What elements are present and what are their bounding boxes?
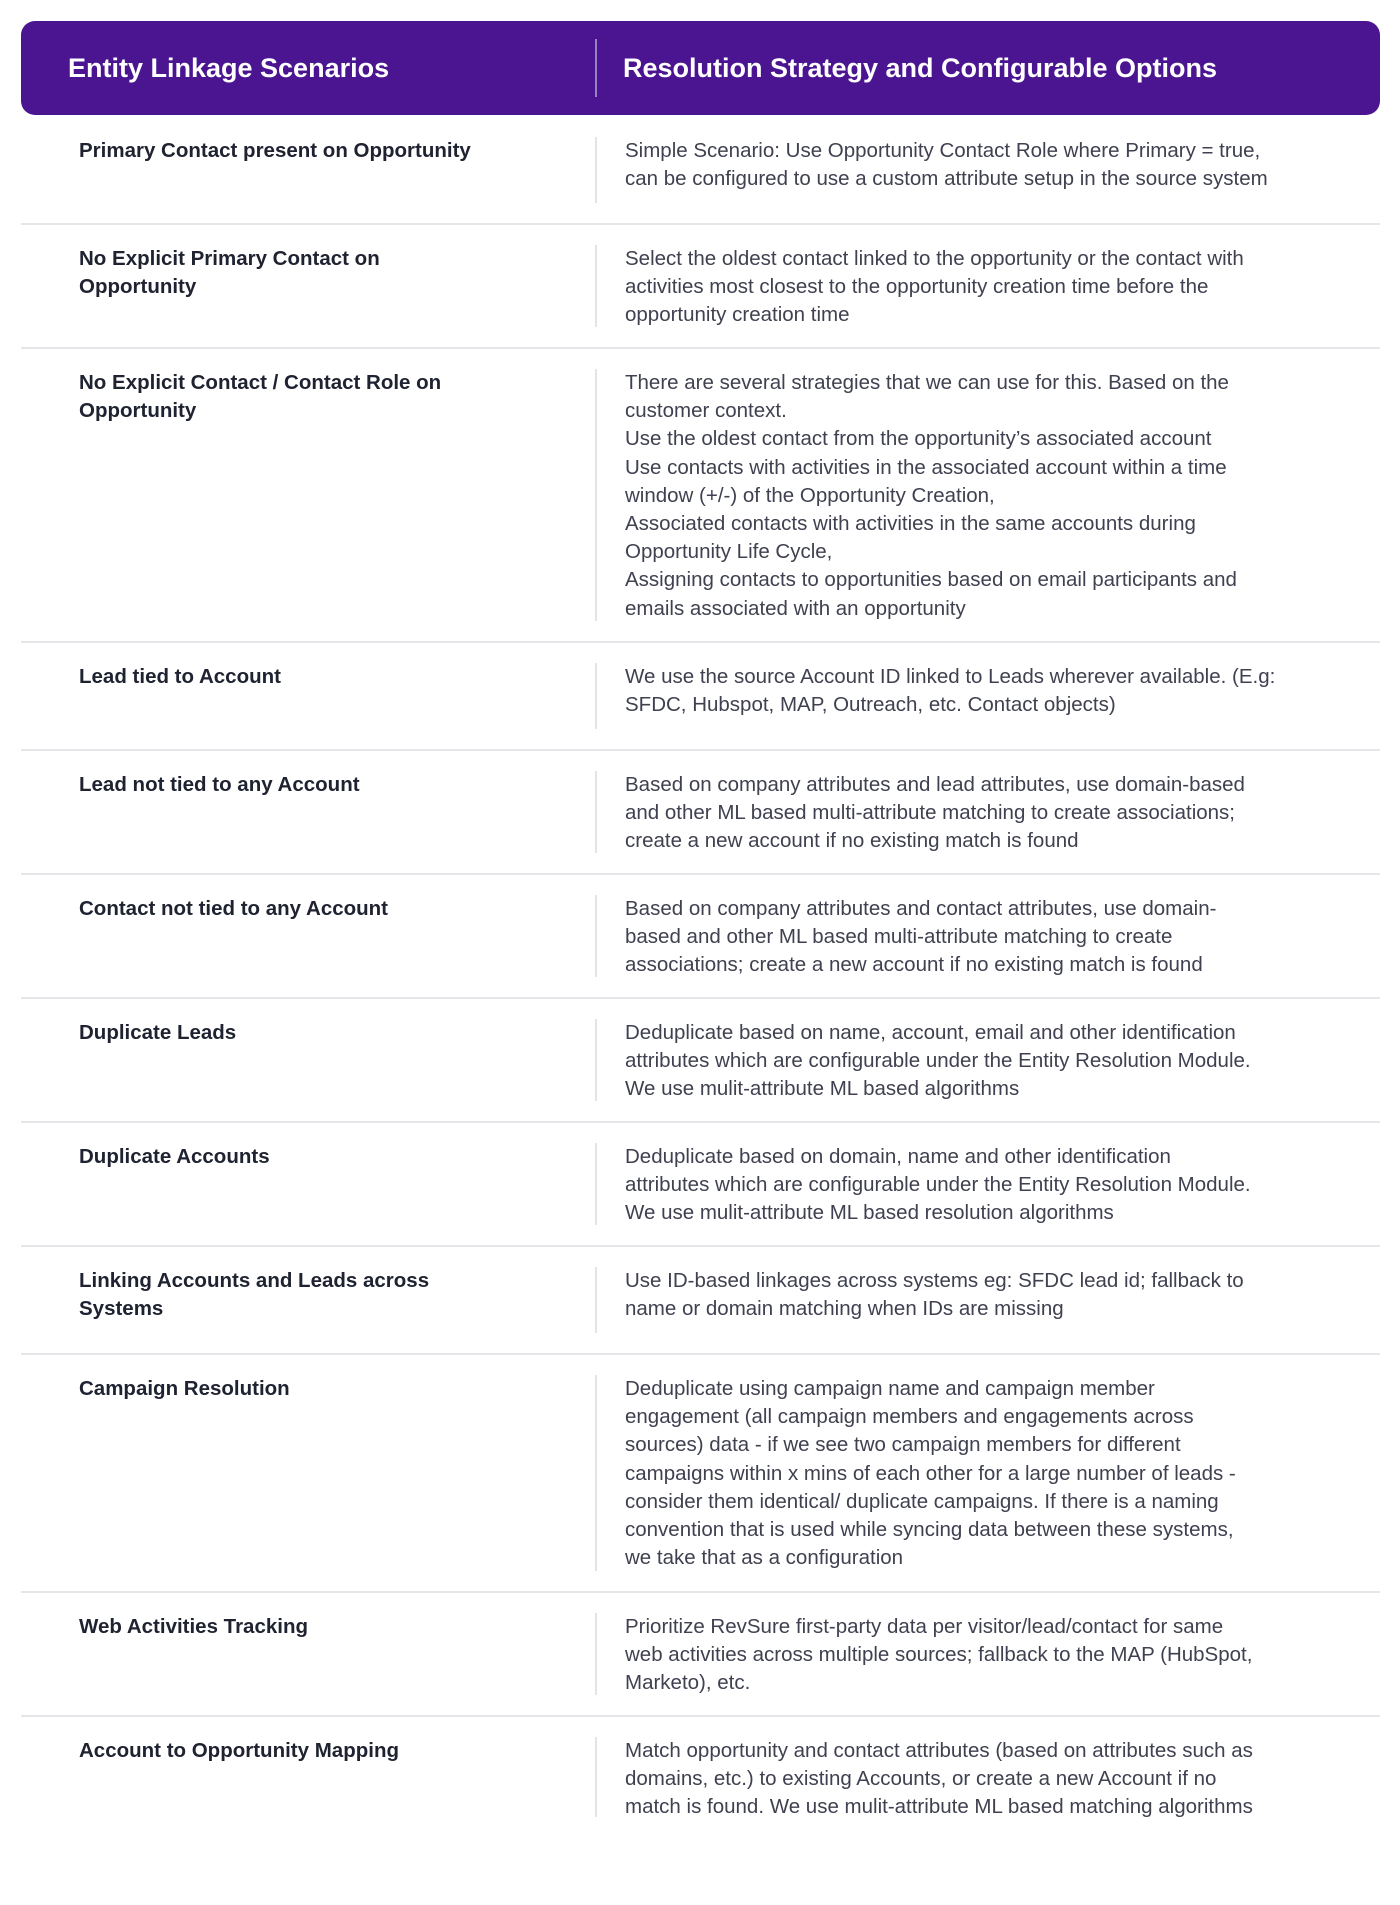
scenario-cell: [21, 1593, 595, 1715]
table-row: [21, 643, 1380, 751]
resolution-text-line: sources) data - if we see two campaign members for different: [625, 1433, 1181, 1457]
resolution-text-line: There are several strategies that we can use for this. Based on the: [625, 371, 1229, 394]
scenario-label: Primary Contact present on Opportunity: [79, 139, 471, 162]
scenario-label: Web Activities Tracking: [79, 1615, 308, 1638]
table-row: [21, 1123, 1380, 1247]
resolution-text-line: Select the oldest contact linked to the opportunity or the contact with: [625, 247, 1244, 270]
scenario-label: Lead not tied to any Account: [79, 773, 360, 796]
scenario-cell: [21, 1355, 595, 1591]
table-row: [21, 1593, 1380, 1717]
scenario-cell: [21, 643, 595, 749]
resolution-text-line: Deduplicate based on name, account, email and other identification: [625, 1021, 1236, 1044]
scenario-label: Campaign Resolution: [79, 1377, 290, 1400]
resolution-text-line: We use mulit-attribute ML based resolution algorithms: [625, 1201, 1114, 1225]
resolution-text-line: and other ML based multi-attribute matching to create associations;: [625, 801, 1236, 825]
resolution-text-line: attributes which are configurable under the Entity Resolution Module.: [625, 1173, 1251, 1197]
resolution-text-line: Match opportunity and contact attributes (based on attributes such as: [625, 1739, 1253, 1762]
header-scenarios: Entity Linkage Scenarios: [68, 52, 390, 83]
scenario-label: Contact not tied to any Account: [79, 897, 389, 920]
table-row: [21, 1355, 1380, 1593]
resolution-text-line: based and other ML based multi-attribute matching to create: [625, 925, 1173, 949]
resolution-text-line: activities most closest to the opportunity creation time before the: [625, 275, 1209, 299]
resolution-text-line: consider them identical/ duplicate campaigns. If there is a naming: [625, 1489, 1219, 1513]
resolution-text-line: we take that as a configuration: [625, 1546, 904, 1570]
scenario-cell: [21, 999, 595, 1121]
resolution-text-line: engagement (all campaign members and engagements across: [625, 1405, 1194, 1429]
scenario-label: No Explicit Primary Contact on Opportunity: [79, 247, 380, 298]
resolution-cell: [595, 1717, 1380, 1837]
resolution-text-line: window (+/-) of the Opportunity Creation,: [625, 483, 995, 507]
scenario-cell: [21, 1123, 595, 1245]
resolution-cell: [595, 225, 1380, 347]
resolution-text-line: Assigning contacts to opportunities based on email participants and: [625, 568, 1237, 592]
table-row: [21, 999, 1380, 1123]
resolution-text-line: Based on company attributes and lead attributes, use domain-based: [625, 773, 1245, 796]
resolution-text-line: Opportunity Life Cycle,: [625, 540, 833, 564]
resolution-text-line: Based on company attributes and contact attributes, use domain-: [625, 897, 1217, 920]
resolution-cell: [595, 1247, 1380, 1353]
scenario-label: Lead tied to Account: [79, 665, 281, 688]
scenario-cell: [21, 875, 595, 997]
resolution-text-line: can be configured to use a custom attribute setup in the source system: [625, 167, 1268, 191]
resolution-cell: [595, 751, 1380, 873]
resolution-cell: [595, 1355, 1380, 1591]
table-row: [21, 225, 1380, 349]
resolution-text-line: opportunity creation time: [625, 303, 850, 327]
table-body: [21, 117, 1380, 1837]
resolution-text-line: Deduplicate using campaign name and campaign member: [625, 1377, 1155, 1400]
resolution-text-line: associations; create a new account if no existing match is found: [625, 953, 1203, 977]
scenario-cell: [21, 751, 595, 873]
resolution-text-line: Simple Scenario: Use Opportunity Contact Role where Primary = true,: [625, 139, 1261, 162]
scenario-label: No Explicit Contact / Contact Role on Opportunity: [79, 371, 442, 422]
resolution-text-line: attributes which are configurable under the Entity Resolution Module.: [625, 1049, 1251, 1073]
table-row: [21, 1247, 1380, 1355]
resolution-cell: [595, 1123, 1380, 1245]
resolution-text-line: emails associated with an opportunity: [625, 596, 966, 620]
table-row: [21, 875, 1380, 999]
resolution-text-line: web activities across multiple sources; fallback to the MAP (HubSpot,: [625, 1643, 1253, 1667]
resolution-text-line: Use ID-based linkages across systems eg: SFDC lead id; fallback to: [625, 1269, 1244, 1292]
resolution-text-line: create a new account if no existing match is found: [625, 829, 1079, 853]
resolution-cell: [595, 117, 1380, 223]
resolution-text-line: Use contacts with activities in the associated account within a time: [625, 455, 1227, 479]
entity-linkage-table: [21, 21, 1380, 1837]
header-resolution: Resolution Strategy and Configurable Options: [623, 52, 1218, 83]
scenario-cell: [21, 1247, 595, 1353]
scenario-cell: [21, 225, 595, 347]
scenario-cell: [21, 349, 595, 641]
table-row: [21, 117, 1380, 225]
resolution-text-line: SFDC, Hubspot, MAP, Outreach, etc. Contact objects): [625, 693, 1116, 717]
resolution-text-line: Deduplicate based on domain, name and other identification: [625, 1145, 1171, 1168]
resolution-text-line: convention that is used while syncing data between these systems,: [625, 1518, 1234, 1542]
resolution-text-line: campaigns within x mins of each other for a large number of leads -: [625, 1461, 1236, 1485]
resolution-cell: [595, 875, 1380, 997]
resolution-text-line: match is found. We use mulit-attribute ML based matching algorithms: [625, 1795, 1253, 1819]
table-header: [21, 21, 1380, 115]
resolution-text-line: We use the source Account ID linked to Leads wherever available. (E.g:: [625, 665, 1276, 688]
resolution-cell: [595, 349, 1380, 641]
resolution-text-line: Marketo), etc.: [625, 1671, 751, 1695]
scenario-label: Duplicate Accounts: [79, 1145, 270, 1168]
resolution-text-line: customer context.: [625, 399, 787, 423]
resolution-text-line: name or domain matching when IDs are missing: [625, 1297, 1064, 1321]
resolution-text-line: Associated contacts with activities in the same accounts during: [625, 512, 1196, 536]
scenario-cell: [21, 1717, 595, 1837]
scenario-label: Linking Accounts and Leads across Systems: [79, 1269, 430, 1320]
resolution-text-line: We use mulit-attribute ML based algorithms: [625, 1077, 1020, 1101]
table-row: [21, 349, 1380, 643]
scenario-cell: [21, 117, 595, 223]
resolution-text-line: Use the oldest contact from the opportunity’s associated account: [625, 427, 1212, 451]
resolution-text-line: domains, etc.) to existing Accounts, or create a new Account if no: [625, 1767, 1217, 1791]
scenario-label: Duplicate Leads: [79, 1021, 237, 1044]
resolution-cell: [595, 999, 1380, 1121]
resolution-text-line: Prioritize RevSure first-party data per visitor/lead/contact for same: [625, 1615, 1224, 1638]
table-row: [21, 751, 1380, 875]
resolution-cell: [595, 643, 1380, 749]
scenario-label: Account to Opportunity Mapping: [79, 1739, 399, 1762]
resolution-cell: [595, 1593, 1380, 1715]
table-row: [21, 1717, 1380, 1837]
